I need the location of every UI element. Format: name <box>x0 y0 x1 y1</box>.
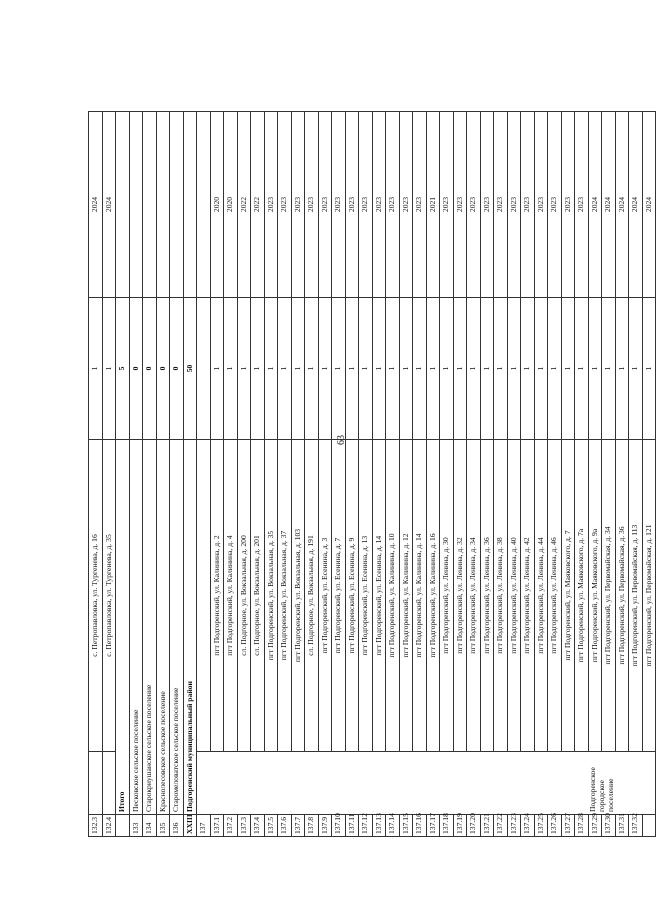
row-number: 137.14 <box>386 815 400 837</box>
count-cell: 1 <box>426 298 440 440</box>
count-cell: 1 <box>224 298 238 440</box>
row-number: 137.1 <box>210 815 224 837</box>
table-row <box>561 112 575 837</box>
table-row <box>102 112 116 837</box>
housing-table <box>88 111 656 837</box>
year-cell: 2024 <box>642 112 656 298</box>
count-cell: 1 <box>386 298 400 440</box>
table-row <box>440 112 454 837</box>
table-row <box>264 112 278 837</box>
row-number: 137.6 <box>278 815 292 837</box>
row-number: 137.23 <box>507 815 521 837</box>
settlement-name: Старокриушанское сельское поселение <box>143 440 157 815</box>
address-cell: пгт Подгоренский, ул. Вокзальная, д. 103 <box>291 440 305 752</box>
row-number: 137.3 <box>237 815 251 837</box>
address-cell: пгт Подгоренский, ул. Есенина, д. 7 <box>332 440 346 752</box>
table-row <box>467 112 481 837</box>
row-number: 137.4 <box>251 815 265 837</box>
count-cell: 1 <box>494 298 508 440</box>
year-cell: 2022 <box>251 112 265 298</box>
count-cell: 1 <box>89 298 103 440</box>
year-cell <box>183 112 197 298</box>
year-cell: 2024 <box>615 112 629 298</box>
count-cell: 1 <box>278 298 292 440</box>
address-cell: пгт Подгоренский, ул. Ленина, д. 42 <box>521 440 535 752</box>
table-row <box>588 112 602 837</box>
year-cell: 2023 <box>561 112 575 298</box>
row-number <box>642 815 656 837</box>
table-row <box>318 112 332 837</box>
table-row <box>494 112 508 837</box>
table-row <box>521 112 535 837</box>
table-row <box>278 112 292 837</box>
address-cell: с. Петропавловка, ул. Тургенева, д. 35 <box>102 440 116 752</box>
year-cell: 2024 <box>102 112 116 298</box>
table-row <box>251 112 265 837</box>
row-number: 137.18 <box>440 815 454 837</box>
table-row <box>453 112 467 837</box>
row-number: 132.4 <box>102 815 116 837</box>
settlement-name: Краснолесовское сельское поселение <box>156 440 170 815</box>
settlement-row <box>170 112 184 837</box>
count-cell <box>197 298 211 440</box>
row-number: 137.7 <box>291 815 305 837</box>
table-row <box>345 112 359 837</box>
count-cell: 1 <box>345 298 359 440</box>
count-cell: 1 <box>534 298 548 440</box>
year-cell: 2023 <box>399 112 413 298</box>
year-cell: 2023 <box>575 112 589 298</box>
year-cell: 2023 <box>359 112 373 298</box>
table-row <box>507 112 521 837</box>
table-row <box>548 112 562 837</box>
count-cell: 0 <box>156 298 170 440</box>
count-cell: 1 <box>318 298 332 440</box>
count-cell: 1 <box>251 298 265 440</box>
count-cell: 1 <box>453 298 467 440</box>
total-count: 5 <box>116 298 130 440</box>
row-number: 137.24 <box>521 815 535 837</box>
count-cell: 1 <box>588 298 602 440</box>
address-cell: пгт Подгоренский, ул. Ленина, д. 36 <box>480 440 494 752</box>
year-cell: 2023 <box>291 112 305 298</box>
address-cell: пгт Подгоренский, ул. Ленина, д. 38 <box>494 440 508 752</box>
table-row <box>413 112 427 837</box>
count-cell: 1 <box>210 298 224 440</box>
table-row <box>399 112 413 837</box>
row-number: 137.9 <box>318 815 332 837</box>
year-cell: 2023 <box>278 112 292 298</box>
year-cell: 2023 <box>480 112 494 298</box>
year-cell: 2023 <box>453 112 467 298</box>
page-number: 63 <box>336 435 347 445</box>
count-cell: 1 <box>332 298 346 440</box>
address-cell: пгт Подгоренский, ул. Первомайская, д. 113 <box>629 440 643 752</box>
address-cell: пгт Подгоренский, ул. Есенина, д. 13 <box>359 440 373 752</box>
row-number: 137.21 <box>480 815 494 837</box>
year-cell: 2024 <box>89 112 103 298</box>
table-row <box>642 112 656 837</box>
count-cell: 1 <box>629 298 643 440</box>
table-row <box>386 112 400 837</box>
count-cell: 1 <box>264 298 278 440</box>
count-cell: 1 <box>372 298 386 440</box>
district-count: 50 <box>183 298 197 440</box>
year-cell: 2023 <box>507 112 521 298</box>
year-cell: 2023 <box>467 112 481 298</box>
year-cell: 2023 <box>534 112 548 298</box>
row-number: 137.29 <box>588 815 602 837</box>
district-row <box>183 112 197 837</box>
row-number: 137.11 <box>345 815 359 837</box>
address-cell: пгт Подгоренский, ул. Есенина, д. 9 <box>345 440 359 752</box>
row-number: 137.16 <box>413 815 427 837</box>
year-cell <box>170 112 184 298</box>
year-cell: 2023 <box>372 112 386 298</box>
address-cell: пгт Подгоренский, ул. Маяковского, д. 9а <box>588 440 602 752</box>
municipality-cell <box>102 752 116 815</box>
year-cell: 2020 <box>224 112 238 298</box>
address-cell: пгт Подгоренский, ул. Ленина, д. 34 <box>467 440 481 752</box>
year-cell: 2020 <box>210 112 224 298</box>
address-cell <box>197 440 211 752</box>
count-cell: 1 <box>521 298 535 440</box>
address-cell: сл. Подгорное, ул. Вокзальная, д. 200 <box>237 440 251 752</box>
row-number: 137.8 <box>305 815 319 837</box>
year-cell: 2024 <box>588 112 602 298</box>
year-cell <box>143 112 157 298</box>
count-cell: 1 <box>291 298 305 440</box>
table-row <box>602 112 616 837</box>
row-number: 137.30 <box>602 815 616 837</box>
row-number: 137.28 <box>575 815 589 837</box>
settlement-row <box>143 112 157 837</box>
year-cell: 2024 <box>629 112 643 298</box>
row-number: 137.32 <box>629 815 643 837</box>
table-row <box>534 112 548 837</box>
address-cell: с. Петропавловка, ул. Тургенева, д. 16 <box>89 440 103 752</box>
address-cell: пгт Подгоренский, ул. Первомайская, д. 34 <box>602 440 616 752</box>
table-row <box>332 112 346 837</box>
row-number: 133 <box>129 815 143 837</box>
table-row <box>291 112 305 837</box>
count-cell: 0 <box>143 298 157 440</box>
count-cell: 1 <box>467 298 481 440</box>
count-cell: 1 <box>642 298 656 440</box>
district-name: Подгоренский муниципальный район <box>183 440 197 815</box>
count-cell: 1 <box>305 298 319 440</box>
row-number: 137.13 <box>372 815 386 837</box>
table-row <box>359 112 373 837</box>
count-cell: 1 <box>399 298 413 440</box>
table-row <box>305 112 319 837</box>
year-cell: 2023 <box>413 112 427 298</box>
year-cell: 2022 <box>237 112 251 298</box>
address-cell: пгт Подгоренский, ул. Калинина, д. 16 <box>426 440 440 752</box>
year-cell: 2024 <box>602 112 616 298</box>
year-cell: 2023 <box>318 112 332 298</box>
year-cell: 2023 <box>440 112 454 298</box>
table-row <box>89 112 103 837</box>
settlement-row <box>129 112 143 837</box>
address-cell: пгт Подгоренский, ул. Маяковского, д. 7а <box>575 440 589 752</box>
row-number: 132.3 <box>89 815 103 837</box>
table-row <box>224 112 238 837</box>
table-row <box>197 112 211 837</box>
table-row <box>629 112 643 837</box>
address-cell: пгт Подгоренский, ул. Ленина, д. 46 <box>548 440 562 752</box>
year-cell: 2023 <box>305 112 319 298</box>
address-cell: пгт Подгоренский, ул. Есенина, д. 3 <box>318 440 332 752</box>
count-cell: 1 <box>440 298 454 440</box>
year-cell <box>116 112 130 298</box>
row-number: 137.25 <box>534 815 548 837</box>
count-cell: 1 <box>480 298 494 440</box>
total-label: Итого <box>116 440 130 815</box>
count-cell: 1 <box>602 298 616 440</box>
count-cell: 1 <box>413 298 427 440</box>
row-number: 137.17 <box>426 815 440 837</box>
address-cell: пгт Подгоренский, ул. Вокзальная, д. 37 <box>278 440 292 752</box>
table-row <box>480 112 494 837</box>
row-number: 137.26 <box>548 815 562 837</box>
address-cell: пгт Подгоренский, ул. Ленина, д. 32 <box>453 440 467 752</box>
rotated-page <box>88 112 653 837</box>
address-cell: пгт Подгоренский, ул. Есенина, д. 14 <box>372 440 386 752</box>
count-cell: 1 <box>507 298 521 440</box>
row-number: 137.19 <box>453 815 467 837</box>
row-number: 137 <box>197 815 211 837</box>
total-row <box>116 112 130 837</box>
row-number: 134 <box>143 815 157 837</box>
address-cell: пгт Подгоренский, ул. Ленина, д. 44 <box>534 440 548 752</box>
row-number: 137.20 <box>467 815 481 837</box>
row-number: 137.12 <box>359 815 373 837</box>
year-cell: 2023 <box>548 112 562 298</box>
row-number <box>116 815 130 837</box>
count-cell: 1 <box>615 298 629 440</box>
count-cell: 1 <box>102 298 116 440</box>
year-cell: 2023 <box>386 112 400 298</box>
year-cell <box>156 112 170 298</box>
table-row <box>237 112 251 837</box>
settlement-name: Старомеловатское сельское поселение <box>170 440 184 815</box>
row-number: 137.2 <box>224 815 238 837</box>
row-number: 135 <box>156 815 170 837</box>
address-cell: пгт Подгоренский, ул. Калинина, д. 12 <box>399 440 413 752</box>
address-cell: пгт Подгоренский, ул. Калинина, д. 2 <box>210 440 224 752</box>
row-number: 137.5 <box>264 815 278 837</box>
count-cell: 0 <box>170 298 184 440</box>
year-cell: 2021 <box>426 112 440 298</box>
settlement-row <box>156 112 170 837</box>
address-cell: пгт Подгоренский, ул. Калинина, д. 14 <box>413 440 427 752</box>
year-cell: 2023 <box>345 112 359 298</box>
count-cell: 1 <box>575 298 589 440</box>
count-cell: 1 <box>561 298 575 440</box>
address-cell: сл. Подгорное, ул. Вокзальная, д. 201 <box>251 440 265 752</box>
row-number: 137.31 <box>615 815 629 837</box>
municipality-cell <box>89 752 103 815</box>
row-number: 137.22 <box>494 815 508 837</box>
count-cell: 1 <box>548 298 562 440</box>
table-row <box>575 112 589 837</box>
table-row <box>426 112 440 837</box>
address-cell: пгт Подгоренский, ул. Ленина, д. 40 <box>507 440 521 752</box>
year-cell <box>129 112 143 298</box>
count-cell: 1 <box>359 298 373 440</box>
count-cell: 1 <box>237 298 251 440</box>
row-number: 136 <box>170 815 184 837</box>
address-cell: пгт Подгоренский, ул. Вокзальная, д. 35 <box>264 440 278 752</box>
year-cell: 2023 <box>332 112 346 298</box>
address-cell: сл. Подгорное, ул. Вокзальная, д. 191 <box>305 440 319 752</box>
address-cell: пгт Подгоренский, ул. Первомайская, д. 121 <box>642 440 656 752</box>
year-cell: 2023 <box>264 112 278 298</box>
address-cell: пгт Подгоренский, ул. Калинина, д. 4 <box>224 440 238 752</box>
row-number: 137.10 <box>332 815 346 837</box>
table-row <box>372 112 386 837</box>
address-cell: пгт Подгоренский, ул. Калинина, д. 10 <box>386 440 400 752</box>
table-row <box>615 112 629 837</box>
year-cell: 2023 <box>494 112 508 298</box>
settlement-name: Песковское сельское поселение <box>129 440 143 815</box>
year-cell: 2023 <box>521 112 535 298</box>
count-cell: 0 <box>129 298 143 440</box>
year-cell <box>197 112 211 298</box>
address-cell: пгт Подгоренский, ул. Первомайская, д. 36 <box>615 440 629 752</box>
municipality-name: Подгоренское городское поселение <box>197 752 656 815</box>
address-cell: пгт Подгоренский, ул. Маяковского, д. 7 <box>561 440 575 752</box>
table-row <box>210 112 224 837</box>
district-number: XXIII <box>183 815 197 837</box>
address-cell: пгт Подгоренский, ул. Ленина, д. 30 <box>440 440 454 752</box>
row-number: 137.27 <box>561 815 575 837</box>
row-number: 137.15 <box>399 815 413 837</box>
